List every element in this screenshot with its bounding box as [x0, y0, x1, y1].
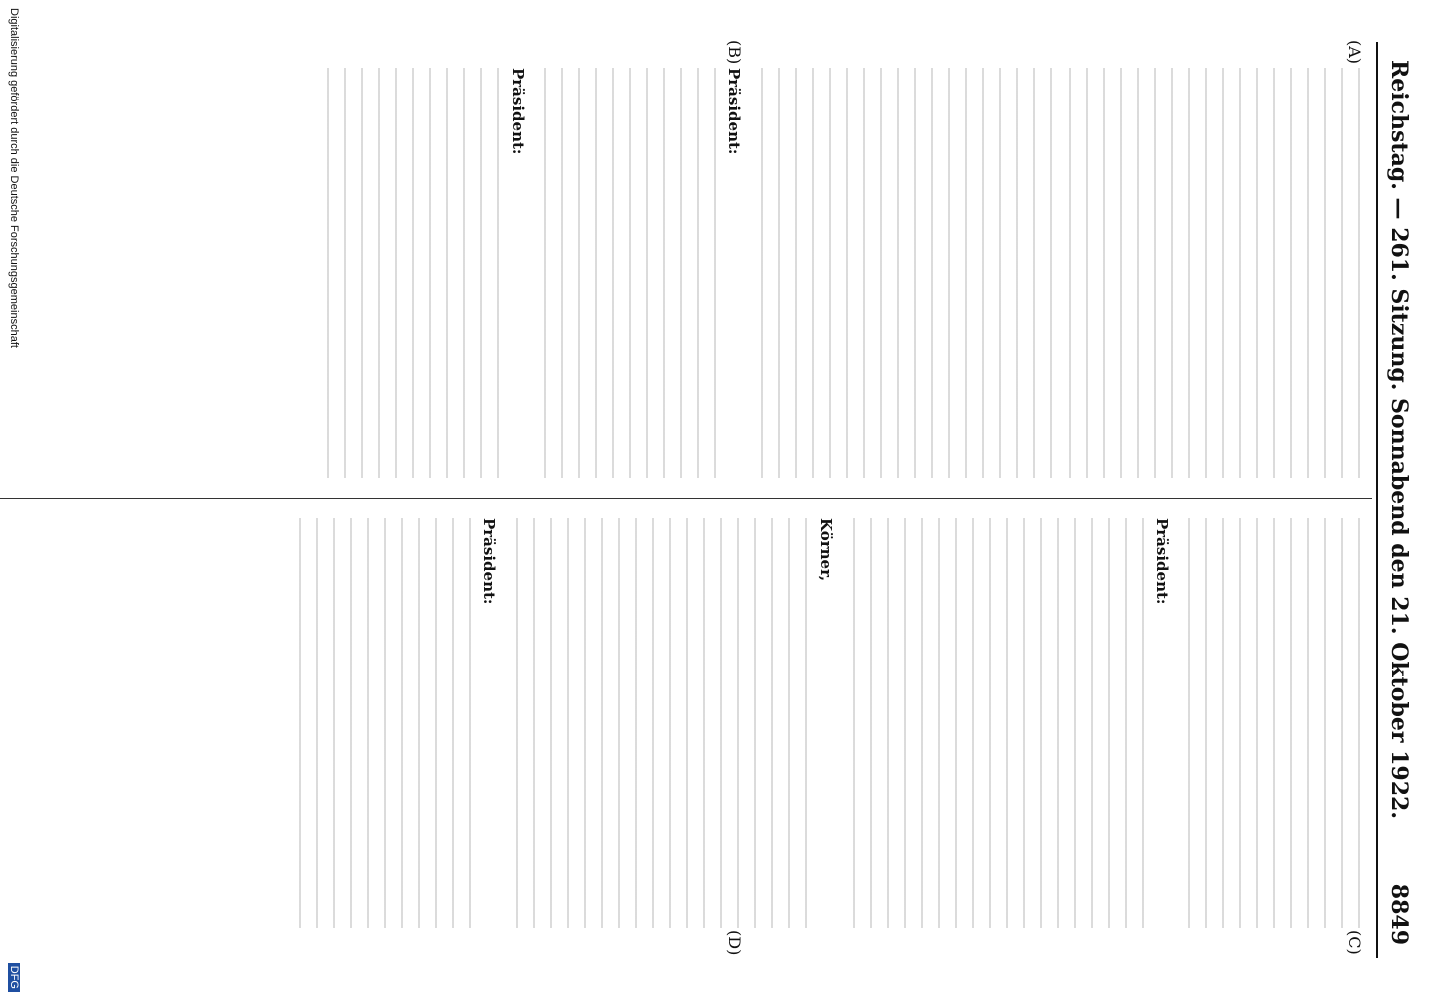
text-block [1060, 68, 1360, 478]
text-block [508, 518, 808, 928]
speaker-label: Präsident: [725, 68, 743, 155]
margin-mark-c: (C) [1345, 930, 1364, 955]
paragraph [816, 518, 836, 928]
text-block [752, 68, 1052, 478]
speaker-label: Präsident: [508, 68, 527, 155]
text-block [1180, 518, 1360, 928]
paragraph [724, 68, 744, 478]
page-header [1382, 0, 1416, 1000]
speaker-label: Körner, [816, 518, 835, 582]
text-block [536, 68, 716, 478]
column-divider [0, 498, 1372, 499]
margin-mark-b: (B) [725, 40, 744, 65]
text-block [291, 518, 471, 928]
speaker-label: Präsident: [480, 518, 499, 605]
paragraph [479, 518, 499, 928]
digitization-note: Digitalisierung gefördert durch die Deutsche Forschungsgemeinschaft [8, 8, 20, 348]
header-rule [1376, 42, 1378, 958]
paragraph [508, 68, 528, 478]
paragraph [1152, 518, 1172, 928]
right-column [283, 518, 1368, 928]
page-number: 8849 [1386, 883, 1412, 945]
margin-mark-d: (D) [725, 930, 744, 956]
margin-mark-a: (A) [1345, 40, 1364, 65]
left-column [312, 68, 1369, 478]
dfg-logo: DFG [8, 963, 20, 992]
header-title: Reichstag. — 261. Sitzung. Sonnabend den 21. Oktober 1922. [1386, 60, 1412, 819]
text-block [320, 68, 500, 478]
text-block [844, 518, 1144, 928]
speaker-label: Präsident: [1153, 518, 1171, 605]
digitization-footer [0, 0, 22, 1000]
